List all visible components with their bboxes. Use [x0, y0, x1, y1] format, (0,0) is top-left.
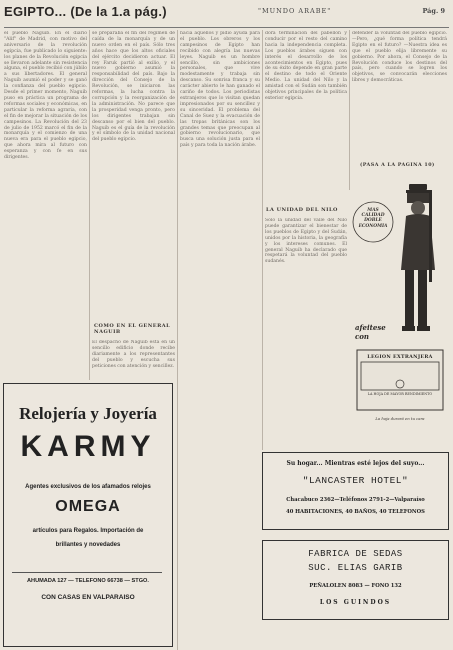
header-page-number: Pág. 9 — [422, 7, 445, 15]
legion-brand: LEGION EXTRANJERA — [367, 354, 433, 360]
legion-slogan: afeitese con — [355, 323, 386, 341]
page-header — [0, 0, 453, 28]
karmy-gifts-line: artículos para Regalos. Importación de — [32, 528, 144, 534]
karmy-diamonds-line: brillantes y novedades — [55, 542, 121, 548]
lancaster-lead: Su hogar... Mientras esté lejos del suyo... — [286, 460, 425, 467]
karmy-jewelry-ad — [3, 383, 173, 647]
column-divider — [177, 30, 178, 650]
legion-sub: LA HOJA DE MAYOR RENDIMIENTO — [367, 392, 433, 396]
article-column-4-continued: Sólo la unidad del valle del Nilo puede garantizar el bienestar de los pueblos de Egipto y del Sudán, unidos por la historia, la geografía y los intereses comunes. El general Naguib ha declarado que respetará la voluntad del pueblo sudanés. — [265, 218, 347, 265]
column-divider — [349, 30, 350, 190]
article-column-4: dora terminación del pabellón y conducir por el resto del camino hacia la independencia completa. Los pueblos árabes siguen con interés el desarrollo de los acontecimientos en Egipto, pues de su éxito depende en gran parte el destino de todo el Oriente Medio. La unidad del Nilo y la amistad con el Sudán son también objetivos principales de la política exterior egipcia. — [265, 31, 347, 101]
garib-city: LOS GUINDOS — [319, 599, 392, 606]
legion-motto: MAS CALIDAD DOBLE ECONOMIA — [358, 208, 388, 229]
karmy-agents-line: Agentes exclusivos de los afamados relojes — [25, 484, 151, 490]
garib-address: PEÑALOLEN 8083 — FONO 132 — [309, 583, 402, 589]
article-column-1: el pueblo Naguib. En el diario "Alif" de Madrid, con motivo del aniversario de la revolución egipcia, fue publicado lo siguiente: los planes de la Revolución egipcia se llevaron adelante sin resistencia alguna, el pueblo recibió con júbilo a sus libertadores. El general Naguib asumió el poder y se ganó la confianza del pueblo egipcio. Desde el primer momento, Naguib puso en práctica un programa de reformas sociales y económicas, en particular la reforma agraria, con el fin de mejorar la situación de los campesinos. La Revolución del 23 de julio de 1952 marcó el fin de la monarquía y el comienzo de una nueva era para el pueblo egipcio, que ahora mira al futuro con esperanza y con fe en sus dirigentes. — [4, 31, 87, 161]
elias-garib-ad — [262, 540, 449, 620]
header-rule — [4, 27, 449, 28]
article-column-2: se preparaba el fin del régimen de caída de la monarquía y de un nuevo orden en el país. Sólo tres años hace que los altos oficiales del ejército decidieron actuar. El rey Faruk partió al exilio, y el nuevo gobierno asumió la responsabilidad del país. Bajo la dirección del Consejo de la Revolución, se iniciaron las reformas, la lucha contra la corrupción y la reorganización de la administración. No parece que la prosperidad venga pronto, pero los dirigentes trabajan sin descanso por el bien del pueblo. Naguib es el guía de la revolución y el símbolo de la unidad nacional del pueblo egipcio. — [92, 31, 175, 143]
lancaster-name: "LANCASTER HOTEL" — [302, 475, 409, 486]
header-title: EGIPTO... (De la 1.a pág.) — [4, 4, 167, 19]
karmy-address: AHUMADA 127 — TELEFONO 66738 — STGO. — [27, 578, 149, 584]
garib-line-2: SUC. ELIAS GARIB — [308, 563, 403, 573]
column-4-subhead: LA UNIDAD DEL NILO — [266, 207, 338, 213]
continued-notice: (PASA A LA PAGINA 10) — [360, 162, 435, 168]
karmy-heading: Relojería y Joyería — [19, 404, 157, 423]
column-2-subhead: COMO EN EL GENERAL NAGUIB — [94, 323, 171, 335]
legion-extranjera-ad — [351, 180, 449, 440]
lancaster-hotel-ad — [262, 452, 449, 530]
header-publication: "MUNDO ARABE" — [258, 7, 332, 15]
legion-footer: La hoja durará en tu cara — [375, 416, 425, 421]
article-column-3: hacia aquellos y pidió ayuda para el pueblo. Los obreros y los campesinos de Egipto han recibido con alegría las nuevas leyes. Naguib es un hombre sencillo, sin ambiciones personales, que vive modestamente y trabaja sin descanso. Su sonrisa franca y su carácter abierto le han ganado el cariño de todos. Los periodistas extranjeros que lo visitan quedan impresionados por su sencillez y su sinceridad. El problema del Canal de Suez y la evacuación de las tropas británicas son los grandes temas que preocupan al gobierno revolucionario, que busca una solución justa para el país y para toda la nación árabe. — [180, 31, 260, 149]
article-column-2-continued: El despacho de Naguib está en un sencillo edificio donde recibe diariamente a los representantes del pueblo y escucha sus peticiones con atención y sencillez. — [92, 340, 175, 369]
column-divider — [262, 30, 263, 450]
karmy-address-rule — [12, 572, 162, 573]
karmy-branches: CON CASAS EN VALPARAISO — [41, 594, 135, 601]
lancaster-rooms: 40 HABITACIONES, 40 BAÑOS, 40 TELEFONOS — [286, 509, 425, 515]
article-column-5: defender la voluntad del pueblo egipcio. —Pero, ¿qué forma política tendrá Egipto en el futuro? —Nuestra idea es que el pueblo elija libremente su gobierno. Por ahora, el Consejo de la Revolución conduce los destinos del país, pero cuando se logren los objetivos, se convocarán elecciones libres y democráticas. — [352, 31, 447, 84]
lancaster-address: Chacabuco 2362—Teléfonos 2791-2—Valparaíso — [286, 497, 425, 503]
column-divider — [89, 30, 90, 380]
karmy-brand: OMEGA — [55, 498, 121, 515]
garib-line-1: FABRICA DE SEDAS — [308, 549, 403, 559]
karmy-name: KARMY — [20, 430, 156, 463]
